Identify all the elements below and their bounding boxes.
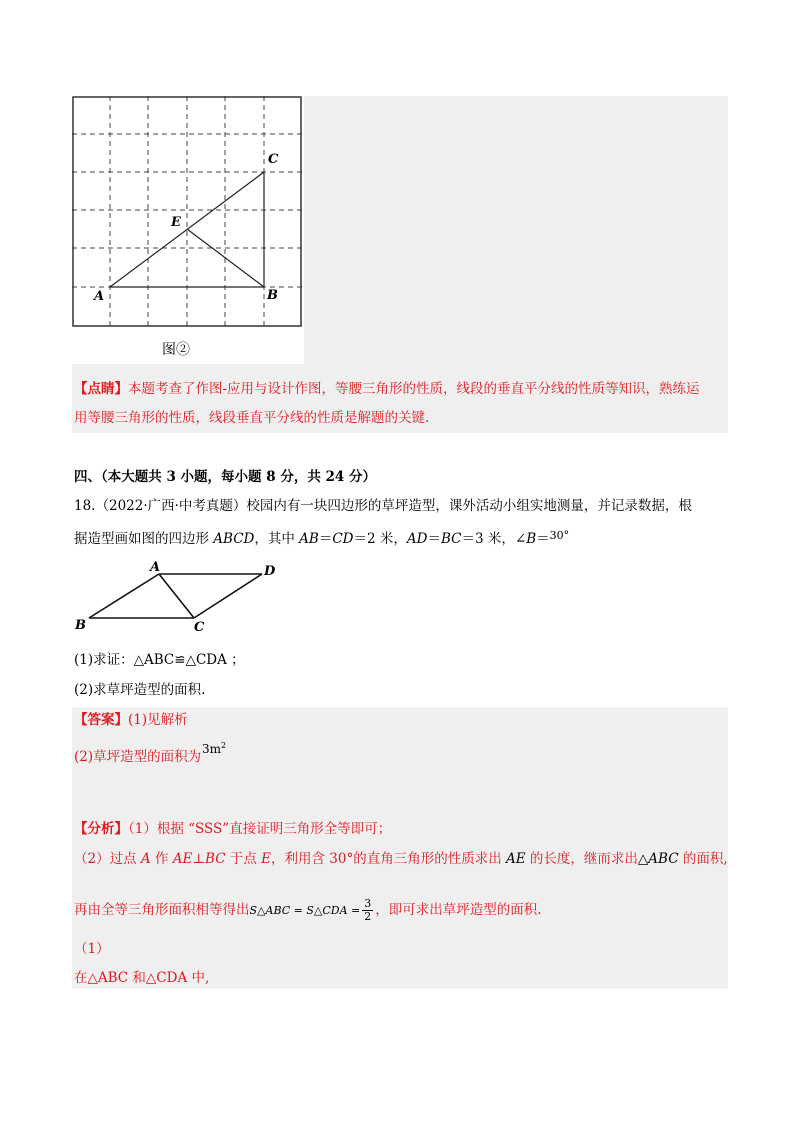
analysis-line2 [74, 850, 728, 868]
a2-d: ，利用含 30°的直角三角形的性质求出 [271, 851, 507, 867]
analysis-tag: 【分析】 [74, 821, 128, 837]
p2-f: ＝3 米，∠ [461, 531, 527, 547]
a3-frac-den: 2 [364, 910, 372, 923]
analysis-step1: （1） [74, 941, 110, 957]
p2-g: ＝ [536, 531, 550, 547]
fig1-label-c: C [268, 152, 279, 167]
question-2: (2)求草坪造型的面积. [74, 682, 206, 698]
p2-d: ＝2 米， [353, 531, 407, 547]
p2-c: ＝ [318, 531, 333, 547]
answer-tag: 【答案】 [74, 712, 128, 728]
answer-line1 [74, 711, 188, 729]
p2-angle: 30° [549, 529, 570, 542]
answer-area [202, 737, 226, 758]
comment-line2: 用等腰三角形的性质，线段垂直平分线的性质是解题的关键. [74, 410, 430, 426]
answer-area-value: 3m [202, 742, 222, 756]
p2-cd: CD [332, 531, 354, 547]
answer-area-sup: 2 [221, 741, 227, 750]
a2-b: 作 [150, 851, 173, 867]
problem-number: 18. [74, 498, 96, 514]
a2-tri: △ABC [637, 851, 679, 867]
p2-bc: BC [440, 531, 462, 547]
p2-bvar: B [526, 531, 537, 547]
answer-line2 [74, 748, 201, 766]
p2-a: 据造型画如图的四边形 [74, 531, 214, 547]
fig2-label-b: B [75, 618, 86, 633]
p2-ad: AD [406, 531, 428, 547]
question-1: (1)求证：△ABC≌△CDA ； [74, 652, 245, 668]
a2-A: A [140, 851, 151, 867]
fig1-label-b: B [267, 288, 278, 303]
a3-eq: S△ABC = S△CDA = [249, 904, 361, 917]
comment-line1 [74, 380, 700, 398]
fig1-caption: 图② [162, 342, 190, 358]
figure-grid-diagram [72, 96, 304, 364]
analysis-line1 [74, 820, 391, 838]
p2-b: ，其中 [254, 531, 300, 547]
p2-abcd: ABCD [213, 531, 255, 547]
a2-a: （2）过点 [74, 851, 141, 867]
a2-perp: AE⊥BC [172, 851, 226, 867]
a2-e: 的长度，继而求出 [525, 851, 638, 867]
fig2-label-d: D [264, 564, 276, 579]
a3-frac-num: 3 [364, 897, 372, 910]
a3-a: 再由全等三角形面积相等得出 [74, 902, 250, 918]
fig2-label-a: A [150, 560, 161, 575]
figure-parallelogram [72, 558, 292, 638]
fig2-label-c: C [194, 620, 205, 635]
comment-text1: 本题考查了作图-应用与设计作图，等腰三角形的性质，线段的垂直平分线的性质等知识，熟练运 [128, 381, 700, 397]
comment-tag: 【点睛】 [74, 381, 128, 397]
fig1-label-a: A [94, 289, 105, 304]
fig1-label-e: E [171, 215, 181, 230]
p2-e: ＝ [427, 531, 441, 547]
parallelogram-svg [72, 558, 292, 638]
a3-fraction [362, 898, 373, 923]
analysis-step2: 在△ABC 和△CDA 中, [74, 970, 210, 986]
section-title: 四、（本大题共 3 小题，每小题 8 分，共 24 分） [74, 469, 377, 485]
answer-text2: (2)草坪造型的面积为 [74, 749, 202, 765]
a2-AE: AE [506, 851, 526, 867]
problem-text1: （2022·广西·中考真题）校园内有一块四边形的草坪造型，课外活动小组实地测量，并记录数据，根 [95, 498, 692, 514]
answer-text1: (1)见解析 [128, 712, 188, 728]
a2-E: E [261, 851, 271, 867]
problem-line2 [74, 527, 569, 548]
analysis-text1: （1）根据 “SSS”直接证明三角形全等即可； [128, 821, 392, 837]
analysis-line3 [74, 898, 542, 923]
a2-c: 于点 [225, 851, 262, 867]
a3-b: ，即可求出草坪造型的面积. [375, 902, 542, 918]
grid-svg [72, 96, 304, 364]
p2-ab: AB [299, 531, 319, 547]
problem-line1 [74, 497, 692, 515]
a2-f: 的面积, [678, 851, 728, 867]
